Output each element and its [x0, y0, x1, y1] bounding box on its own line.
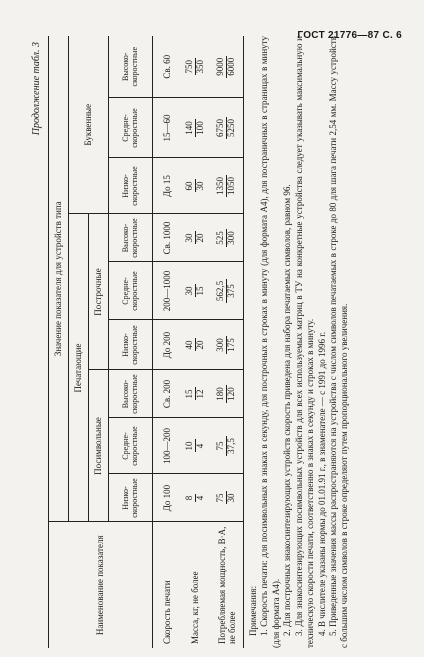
header-group-letter: Буквенные [69, 36, 109, 214]
power-den: 6000 [226, 57, 237, 76]
power-den: 5250 [226, 119, 237, 137]
mass-num: 15 [184, 389, 195, 399]
cell: Св. 60 [153, 36, 181, 98]
cell: До 15 [153, 158, 181, 214]
mass-den: 4 [195, 443, 205, 449]
header-serial-mid: Средне-скоростные [109, 418, 153, 474]
table-row [153, 36, 181, 648]
page-header: ГОСТ 21776—87 С. 6 [297, 30, 402, 41]
mass-den: 20 [195, 340, 205, 350]
cell: До 200 [153, 320, 181, 370]
cell [211, 98, 244, 158]
cell [211, 418, 244, 474]
mass-den: 4 [195, 495, 205, 501]
power-den: 375 [226, 284, 237, 298]
cell: 15—60 [153, 98, 181, 158]
cell [181, 36, 211, 98]
header-line-mid: Средне-скоростные [109, 262, 153, 320]
header-group-serial: Посимвольные [89, 370, 109, 522]
mass-num: 30 [184, 233, 195, 243]
notes-title: Примечания: [248, 585, 258, 636]
row-name-power: Потребляемая мощность, В·А, не более [211, 522, 244, 648]
header-serial-high: Высоко-скоростные [109, 370, 153, 418]
mass-num: 10 [184, 441, 195, 451]
power-den: 30 [226, 493, 237, 503]
note-item: 2. Для построчных знакосинтезирующих устройств скорость приведена для набора печатаемых символов, равном 96. [282, 184, 293, 636]
cell: 100—200 [153, 418, 181, 474]
row-name-mass: Масса, кг, не более [190, 571, 201, 644]
cell [181, 158, 211, 214]
header-letter-high: Высоко-скоростные [109, 36, 153, 98]
row-name-speed: Скорость печати [161, 580, 172, 644]
power-den: 37,5 [226, 438, 237, 454]
cell [181, 320, 211, 370]
power-num: 6750 [215, 119, 226, 137]
mass-den: 20 [195, 233, 205, 243]
mass-den: 100 [195, 121, 205, 135]
cell [211, 262, 244, 320]
cell [181, 418, 211, 474]
power-den: 175 [226, 338, 237, 352]
table-row [211, 36, 244, 648]
cell: Св. 1000 [153, 214, 181, 262]
header-group-line: Построчные [89, 214, 109, 370]
cell [181, 214, 211, 262]
header-line-low: Низко-скоростные [109, 320, 153, 370]
mass-num: 40 [184, 340, 195, 350]
mass-num: 30 [184, 286, 195, 296]
mass-num: 8 [184, 495, 195, 501]
power-den: 120 [226, 387, 237, 401]
cell [211, 36, 244, 98]
mass-den: 30 [195, 181, 205, 191]
notes-block [248, 36, 351, 648]
note-item: 1. Скорость печати: для посимвольных в знаках в секунду, для построчных в строках в минуту (для формата А4), для постраничных в страницах в минуту (для формата А4). [259, 36, 281, 648]
cell [211, 214, 244, 262]
header-group-printing: Печатающие [69, 214, 89, 522]
header-line-high: Высоко-скоростные [109, 214, 153, 262]
cell: 200—1000 [153, 262, 181, 320]
cell [181, 98, 211, 158]
cell [181, 474, 211, 522]
cell [211, 474, 244, 522]
cell [181, 262, 211, 320]
header-values: Значение показателя для устройств типа [49, 36, 69, 522]
header-letter-low: Низко-скоростные [109, 158, 153, 214]
table-row [181, 36, 211, 648]
power-num: 525 [215, 231, 226, 245]
cell [211, 158, 244, 214]
header-indicator-name: Наименование показателя [49, 522, 153, 648]
power-num: 9000 [215, 57, 226, 76]
note-item: 3. Для знакосинтезирующих посимвольных устройств для всех используемых матриц в ТУ на конкретные устройства следует указывать максимальную и техническую скорости печати, соответственно в знаках в секунду и строках в минуту. [293, 36, 316, 648]
mass-num: 60 [184, 181, 195, 191]
mass-den: 15 [195, 286, 205, 296]
power-num: 1350 [215, 177, 226, 195]
specs-table [48, 36, 244, 648]
power-num: 300 [215, 338, 226, 352]
mass-den: 350 [195, 60, 205, 74]
header-serial-low: Низко-скоростные [109, 474, 153, 522]
table-continuation-label: Продолжение табл. 3 [31, 42, 42, 136]
power-num: 75 [215, 493, 226, 503]
mass-num: 750 [184, 60, 195, 74]
cell [211, 320, 244, 370]
mass-num: 140 [184, 121, 195, 135]
note-item: 5. Приведенные значения массы распространяются на устройства с числом символов печатаемых в строке до 80 для шага печати 2,54 мм. Массу устройств с большим числом символов в строке определяют путем пропорционального увеличения. [327, 36, 350, 648]
cell [211, 370, 244, 418]
cell: До 100 [153, 474, 181, 522]
cell: Св. 200 [153, 370, 181, 418]
note-item: 4. В числителе указаны нормы до 01.01.91 г., в знаменателе — с 1991 до 1996 г. [316, 331, 327, 636]
power-num: 180 [215, 387, 226, 401]
header-letter-mid: Средне-скоростные [109, 98, 153, 158]
power-den: 1050 [226, 177, 237, 195]
rotated-content [30, 36, 398, 648]
power-num: 75 [216, 436, 227, 456]
mass-den: 12 [195, 389, 205, 399]
power-den: 300 [226, 231, 237, 245]
cell [181, 370, 211, 418]
power-num: 562,5 [215, 280, 226, 302]
